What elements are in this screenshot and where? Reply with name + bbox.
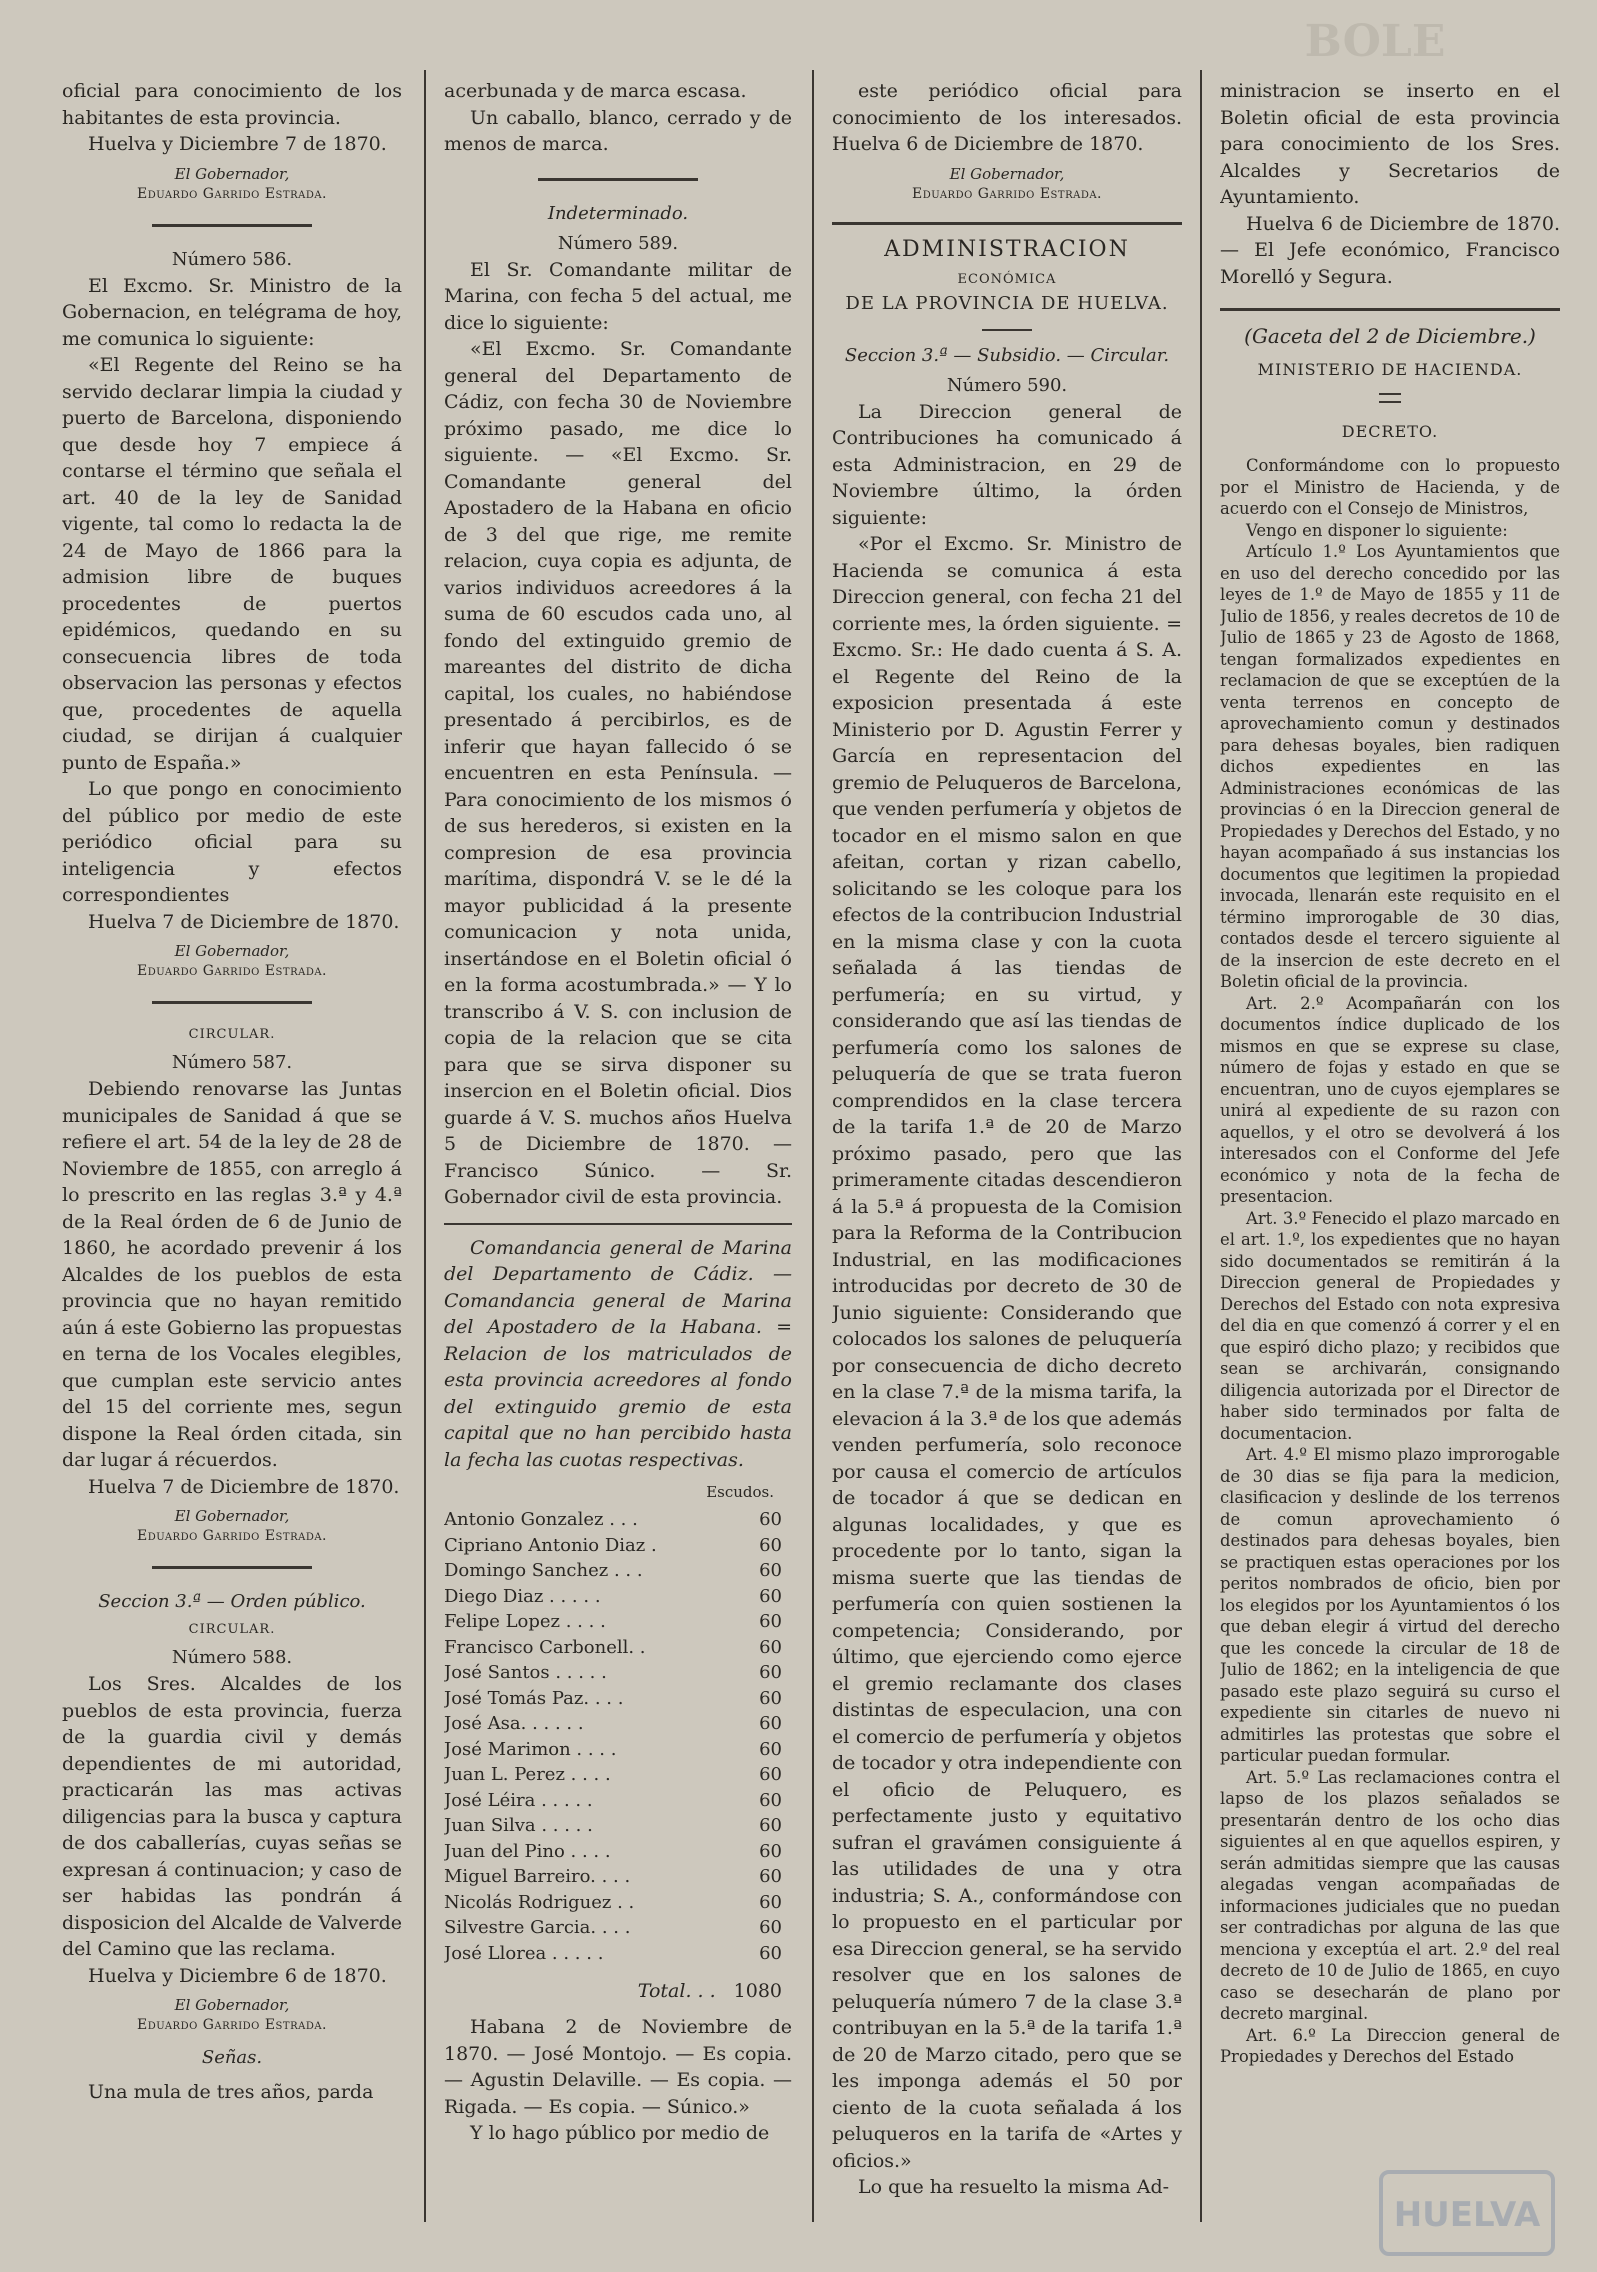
creditor-name: José Tomás Paz. . . . <box>444 1687 624 1709</box>
signature-name: Eduardo Garrido Estrada. <box>911 185 1103 202</box>
item-number: Número 589. <box>557 232 679 254</box>
creditor-name: Miguel Barreiro. . . . <box>444 1866 631 1887</box>
senas-heading: Señas. <box>201 2047 263 2068</box>
article-6: Art. 6.º La Direccion general de Propiedades y Derechos del Estado <box>1220 2025 1560 2066</box>
total-value: 1080 <box>733 1980 782 2002</box>
section-rule <box>1220 308 1560 311</box>
creditor-name: Juan L. Perez . . . . <box>444 1764 611 1785</box>
section-heading: Seccion 3.ª — Orden público. <box>98 1591 366 1612</box>
decree-body <box>1220 455 1560 2068</box>
paragraph: Lo que ha resuelto la misma Ad- <box>858 2176 1170 2198</box>
column-4 <box>1220 78 1560 2252</box>
creditor-name: Felipe Lopez . . . . <box>444 1611 606 1632</box>
total-row <box>444 1980 782 2002</box>
item-number: Número 590. <box>946 374 1068 396</box>
svg-text:BOLE: BOLE <box>1304 16 1446 66</box>
column-3 <box>832 78 1182 2252</box>
creditor-amount: 60 <box>759 1764 782 1785</box>
admin-province: DE LA PROVINCIA DE HUELVA. <box>845 292 1169 314</box>
section-separator <box>152 1566 312 1569</box>
table-row <box>444 1839 792 1865</box>
total-label: Total. . . <box>637 1980 716 2002</box>
decree-heading: DECRETO. <box>1341 422 1439 441</box>
creditor-amount: 60 <box>759 1713 782 1734</box>
column-rule <box>812 70 814 2222</box>
paragraph: Vengo en disponer lo siguiente: <box>1246 520 1508 540</box>
item-number: Número 588. <box>171 1647 293 1668</box>
creditor-name: Nicolás Rodriguez . . <box>444 1891 635 1913</box>
paragraph: La Direccion general de Contribuciones ha comunicado á esta Administracion, en 29 de Noviembre último, la órden siguiente: <box>832 400 1182 529</box>
table-row <box>444 1584 792 1610</box>
paragraph: El Excmo. Sr. Ministro de la Gobernacion, en telégrama de hoy, me comunica lo siguiente: <box>62 274 402 350</box>
section-heading: Indeterminado. <box>547 202 689 224</box>
creditor-amount: 60 <box>759 1534 782 1556</box>
table-row <box>444 1864 792 1890</box>
item-number: Número 586. <box>171 248 293 270</box>
dateline: Huelva 7 de Diciembre de 1870. <box>88 910 400 933</box>
table-row <box>444 1533 792 1559</box>
table-row <box>444 1737 792 1763</box>
creditor-name: José Léira . . . . . <box>444 1789 593 1811</box>
double-rule <box>1379 393 1401 403</box>
paragraph: Habana 2 de Noviembre de 1870. — José Montojo. — Es copia. — Agustin Delaville. — Es copia. — Rigada. — Es copia. — Súnico.» <box>444 2016 792 2118</box>
paragraph: Huelva 6 de Diciembre de 1870. — El Jefe económico, Francisco Morelló y Segura. <box>1220 212 1560 288</box>
creditor-amount: 60 <box>759 1891 782 1913</box>
creditor-amount: 60 <box>759 1687 782 1709</box>
ministry-heading: MINISTERIO DE HACIENDA. <box>1257 360 1523 379</box>
creditor-name: Antonio Gonzalez . . . <box>444 1509 638 1530</box>
circular-heading: CIRCULAR. <box>188 1027 276 1042</box>
signature-title: El Gobernador, <box>174 942 290 960</box>
paragraph: acerbunada y de marca escasa. <box>444 80 747 102</box>
escudos-label: Escudos. <box>706 1483 774 1501</box>
article-1: Artículo 1.º Los Ayuntamientos que en uso del derecho concedido por las leyes de 1.º de Mayo de 1855 y 11 de Julio de 1856, y reales decretos de 10 de Julio de 1865 y 23 de Agosto de 1868, tengan formalizados expedientes en reclamacion de que se exceptúen de la venta terrenos en concepto de aprovechamiento comun y destinados para dehesas boyales, bien radiquen dichos expedientes en las Administraciones económicas de las provincias ó en la Direccion general de Propiedades y Derechos del Estado, y no hayan acompañado á sus instancias los documentos que legitimen la propiedad invocada, llenarán este requisito en el término improrogable de 30 dias, contados desde el tercero siguiente al de la insercion de este decreto en el Boletin oficial de la provincia. <box>1220 542 1560 991</box>
column-rule <box>1200 70 1202 2222</box>
section-separator <box>152 1001 312 1004</box>
table-row <box>444 1711 792 1737</box>
dateline: Huelva y Diciembre 7 de 1870. <box>88 133 387 155</box>
column-rule <box>424 70 426 2222</box>
creditor-amount: 60 <box>759 1585 782 1607</box>
creditor-amount: 60 <box>759 1942 782 1964</box>
creditor-amount: 60 <box>759 1636 782 1658</box>
article-5: Art. 5.º Las reclamaciones contra el lapso de los plazos señalados se presentarán dentro de los ocho dias siguientes al en que aquellos espiren, y serán admitidas siempre que las causas alegadas vengan acompañadas de informaciones judiciales que no puedan ser contradichas por alguna de las que menciona y exceptúa el art. 2.º del real decreto de 10 de Julio de 1865, en cuyo caso se desecharán de plano por decreto marginal. <box>1220 1767 1560 2023</box>
signature-name: Eduardo Garrido Estrada. <box>136 1528 328 1544</box>
paragraph: «El Regente del Reino se ha servido declarar limpia la ciudad y puerto de Barcelona, disponiendo que desde hoy 7 empiece á contarse el término que señala el art. 40 de la ley de Sanidad vigente, tal como lo redacta la de 24 de Mayo de 1866 para la admision libre de buques procedentes de puertos epidémicos, quedando en su consecuencia libres de toda observacion las personas y efectos que, procedentes de aquella ciudad, se dirijan á cualquier punto de España.» <box>62 354 402 774</box>
rule <box>444 1223 792 1225</box>
creditor-amount: 60 <box>759 1840 782 1862</box>
signature-name: Eduardo Garrido Estrada. <box>136 2017 328 2033</box>
gaceta-heading: (Gaceta del 2 de Diciembre.) <box>1244 324 1536 348</box>
creditor-name: José Asa. . . . . . <box>444 1713 584 1734</box>
table-row <box>444 1890 792 1916</box>
creditor-name: José Marimon . . . . <box>444 1738 617 1760</box>
creditor-name: Diego Diaz . . . . . <box>444 1585 601 1607</box>
paragraph: oficial para conocimiento de los habitantes de esta provincia. <box>62 80 402 129</box>
paragraph: Un caballo, blanco, cerrado y de menos de marca. <box>444 106 792 155</box>
short-rule <box>982 329 1032 331</box>
creditor-name: José Santos . . . . . <box>444 1662 607 1683</box>
table-row <box>444 1762 792 1788</box>
section-separator <box>538 178 698 181</box>
paragraph: Lo que pongo en conocimiento del público por medio de este periódico oficial para su inteligencia y efectos correspondientes <box>62 778 402 906</box>
table-row <box>444 1609 792 1635</box>
signature-title: El Gobernador, <box>174 1507 290 1525</box>
creditor-name: Cipriano Antonio Diaz . <box>444 1534 657 1556</box>
creditor-amount: 60 <box>759 1789 782 1811</box>
paragraph: «El Excmo. Sr. Comandante general del Departamento de Cádiz, con fecha 30 de Noviembre próximo pasado, me dice lo siguiente. — «El Excmo. Sr. Comandante general del Apostadero de la Habana en oficio de 3 del que rige, me remite relacion, cuya copia es adjunta, de varios individuos acreedores á la suma de 60 escudos cada uno, al fondo del extinguido gremio de mareantes del distrito de dicha capital, los cuales, no habiéndose presentado á percibirlos, es de inferir que hayan fallecido ó se encuentren en esta Península. — Para conocimiento de los mismos ó de sus herederos, si existen en la compresion de esa provincia marítima, dispondrá V. se le dé la mayor publicidad á la presente comunicacion y nota unida, insertándose en el Boletin oficial ó en la forma acostumbrada.» — Y lo transcribo á V. S. con inclusion de copia de la relacion que se cita para que se sirva disponer su insercion en el Boletin oficial. Dios guarde á V. S. muchos años Huelva 5 de Diciembre de 1870. — Francisco Súnico. — Sr. Gobernador civil de esta provincia. <box>444 338 792 1208</box>
table-row <box>444 1788 792 1814</box>
paragraph: El Sr. Comandante militar de Marina, con fecha 5 del actual, me dice lo siguiente: <box>444 258 792 334</box>
paragraph: este periódico oficial para conocimiento de los interesados. Huelva 6 de Diciembre de 1870. <box>832 80 1182 155</box>
section-heading: Seccion 3.ª — Subsidio. — Circular. <box>844 344 1170 366</box>
paragraph: Debiendo renovarse las Juntas municipales de Sanidad á que se refiere el art. 54 de la ley de 28 de Noviembre de 1855, con arreglo á lo prescrito en las reglas 3.ª y 4.ª de la Real órden de 6 de Junio de 1860, he acordado prevenir á los Alcaldes de los pueblos de esta provincia que no hayan remitido aún á este Gobierno las propuestas en terna de los Vocales elegibles, que cumplan este servicio antes del 15 del corriente mes, segun dispone la Real órden citada, sin dar lugar á récuerdos. <box>62 1078 402 1471</box>
column-2 <box>444 78 792 2252</box>
creditor-amount: 60 <box>759 1917 782 1938</box>
creditors-table <box>444 1507 792 1966</box>
stamp-text: HUELVA <box>1393 2195 1541 2235</box>
article-2: Art. 2.º Acompañarán con los documentos índice duplicado de los mismos en que se exprese su clase, número de fojas y estado en que se encuentran, uno de cuyos ejemplares se unirá al expediente de su razon con aquellos, y el otro se devolverá á los interesados con el Conforme del Jefe económico y nota de la fecha de presentacion. <box>1220 993 1560 1206</box>
table-row <box>444 1941 792 1967</box>
paragraph: ministracion se inserto en el Boletin oficial de esta provincia para conocimiento de los Sres. Alcaldes y Secretarios de Ayuntamiento. <box>1220 80 1560 208</box>
masthead-watermark <box>1270 14 1480 66</box>
creditor-amount: 60 <box>759 1509 782 1530</box>
table-row <box>444 1813 792 1839</box>
signature-name: Eduardo Garrido Estrada. <box>136 185 328 202</box>
paragraph: «Por el Excmo. Sr. Ministro de Hacienda se comunica á esta Direccion general, con fecha 21 del corriente mes, la órden siguiente. = Excmo. Sr.: He dado cuenta á S. A. el Regente del Reino de la exposicion presentada á este Ministerio por D. Agustin Ferrer y García en representacion del gremio de Peluqueros de Barcelona, que venden perfumería y objetos de tocador en el mismo salon en que afeitan, cortan y rizan cabello, solicitando se les coloque para los efectos de la contribucion Industrial en la misma clase y con la cuota señalada á las tiendas de perfumería; en su virtud, y considerando que así las tiendas de perfumería como los salones de peluquería de que se trata fueron comprendidos en la clase tercera de la tarifa 1.ª de 20 de Marzo próximo pasado, pero que las primeramente citadas descendieron á la 5.ª á propuesta de la Comision para la Reforma de la Contribucion Industrial, en las modificaciones introducidas por decreto de 30 de Junio siguiente: Considerando que colocados los salones de peluquería por consecuencia de dicho decreto en la clase 7.ª de la misma tarifa, la elevacion á la 3.ª de los que además venden perfumería, solo reconoce por causa el comercio de artículos de tocador á que se dedican en algunas localidades, y que es procedente por lo tanto, sigan la misma suerte que las tiendas de perfumería con quien sostienen la competencia; Considerando, por último, que ejerciendo como ejerce el gremio reclamante dos clases distintas de especulacion, una con el comercio de perfumería y objetos de tocador y otra independiente con el oficio de Peluquero, es perfectamente justo y equitativo sufran el gravámen consiguiente á las utilidades de una y otra industria; S. A., conformándose con lo propuesto en el particular por esa Direccion general, se ha servido resolver que en los salones de peluquería número 7 de la clase 3.ª contribuyan en la 5.ª de la tarifa 1.ª de 20 de Marzo citado, pero que se les imponga además el 50 por ciento de la cuota señalada á los peluqueros en la tarifa de «Artes y oficios.» <box>832 533 1182 2172</box>
table-row <box>444 1686 792 1712</box>
table-row <box>444 1660 792 1686</box>
creditor-amount: 60 <box>759 1560 782 1581</box>
library-stamp <box>1377 2168 1557 2258</box>
creditor-name: Domingo Sanchez . . . <box>444 1560 643 1581</box>
dateline: Huelva y Diciembre 6 de 1870. <box>88 1964 387 1987</box>
admin-subheading: ECONÓMICA <box>957 271 1057 287</box>
signature-title: El Gobernador, <box>174 164 290 183</box>
section-rule <box>832 222 1182 225</box>
creditor-amount: 60 <box>759 1738 782 1760</box>
admin-heading: ADMINISTRACION <box>884 236 1130 262</box>
creditor-name: Juan del Pino . . . . <box>444 1840 611 1862</box>
relacion-heading <box>444 1235 792 1474</box>
creditor-amount: 60 <box>759 1611 782 1632</box>
dateline: Huelva 7 de Diciembre de 1870. <box>88 1475 400 1498</box>
paragraph: Y lo hago público por medio de <box>470 2122 770 2144</box>
section-separator <box>152 224 312 227</box>
table-row <box>444 1558 792 1584</box>
creditor-name: José Llorea . . . . . <box>444 1942 604 1964</box>
paragraph: Los Sres. Alcaldes de los pueblos de esta provincia, fuerza de la guardia civil y demás dependientes de mi autoridad, practicarán las mas activas diligencias para la busca y captura de dos caballerías, cuyas señas se expresan á continuacion; y caso de ser habidas las pondrán á disposicion del Alcalde de Valverde del Camino que las reclama. <box>62 1673 402 1960</box>
table-row <box>444 1635 792 1661</box>
creditor-name: Silvestre Garcia. . . . <box>444 1917 631 1938</box>
circular-heading: CIRCULAR. <box>188 1622 276 1637</box>
creditor-name: Juan Silva . . . . . <box>444 1815 593 1836</box>
column-1 <box>62 78 402 2252</box>
signature-title: El Gobernador, <box>174 1996 290 2014</box>
creditor-name: Francisco Carbonell. . <box>444 1636 646 1658</box>
paragraph: Conformándome con lo propuesto por el Ministro de Hacienda, y de acuerdo con el Consejo de Ministros, <box>1220 456 1560 518</box>
item-number: Número 587. <box>171 1052 293 1073</box>
article-3: Art. 3.º Fenecido el plazo marcado en el art. 1.º, los expedientes que no hayan sido documentados se remitirán á la Direccion general de Propiedades y Derechos del Estado con nota expresiva del dia en que comenzó á correr y el en que espiró dicho plazo; y recibidos que sean se archivarán, consignando diligencia autorizada por el Director de haber sido terminados por falta de documentacion. <box>1220 1208 1560 1443</box>
signature-name: Eduardo Garrido Estrada. <box>136 963 328 979</box>
table-row <box>444 1915 792 1941</box>
article-4: Art. 4.º El mismo plazo improrogable de 30 dias se fija para la medicion, clasificacion y deslinde de los terrenos de comun aprovechamiento ó destinados para dehesas boyales, bien se practiquen estas operaciones por los peritos nombrados de oficio, bien por los elegidos por los Ayuntamientos ó los que deban elegir á virtud del derecho que les concede la circular de 18 de Julio de 1862; en la inteligencia de que pasado este plazo seguirá su curso el expediente sin citarles de nuevo ni admitirles las protestas que sobre el particular puedan formular. <box>1220 1445 1560 1765</box>
creditor-amount: 60 <box>759 1815 782 1836</box>
paragraph: Una mula de tres años, parda <box>88 2081 374 2103</box>
signature-title: El Gobernador, <box>949 164 1065 183</box>
paragraph: Comandancia general de Marina del Departamento de Cádiz. — Comandancia general de Marina del Apostadero de la Habana. = Relacion de los matriculados de esta provincia acreedores al fondo del extinguido gremio de esta capital que no han percibido hasta la fecha las cuotas respectivas. <box>444 1236 792 1471</box>
table-row <box>444 1507 792 1533</box>
creditor-amount: 60 <box>759 1662 782 1683</box>
creditor-amount: 60 <box>759 1866 782 1887</box>
